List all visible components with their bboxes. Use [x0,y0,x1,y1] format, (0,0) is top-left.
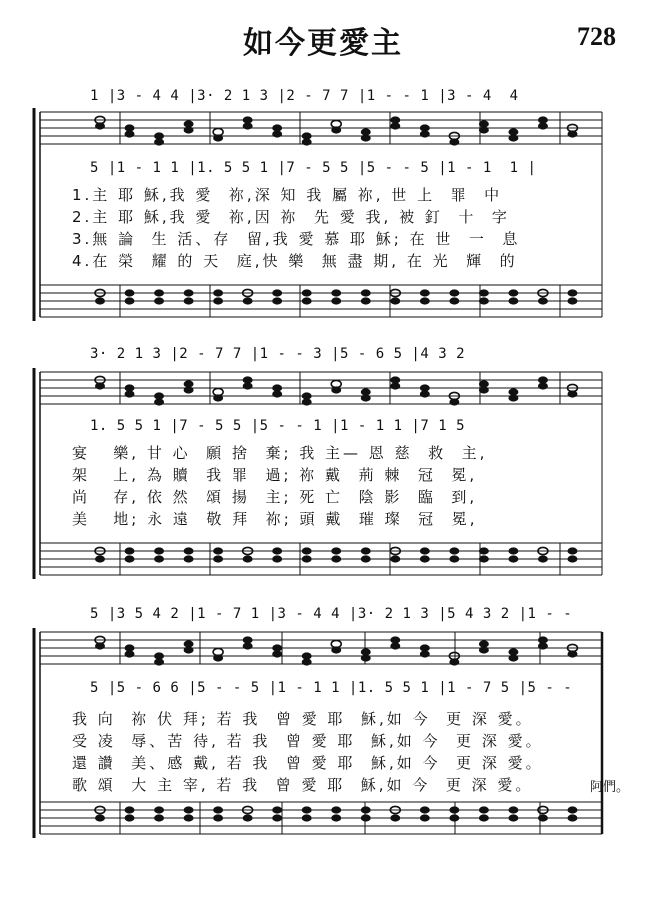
alto-note [538,382,548,389]
bass-note [390,814,400,821]
alto-note [567,650,577,657]
alto-note [361,394,371,401]
tenor-note [449,289,459,296]
bass-note [479,297,489,304]
tenor-note [184,289,194,296]
tenor-note [213,289,223,296]
alto-note [213,394,223,401]
bass-note [243,814,253,821]
alto-note [508,654,518,661]
system2-verse3: 尚 存, 依 然 頌 揚 主; 死 亡 陰 影 臨 到, [72,488,478,506]
system3-verse4: 歌 頌 大 主 宰, 若 我 曾 愛 耶 穌,如 今 更 深 愛。 [72,776,534,794]
bass-note [184,555,194,562]
alto-note [302,658,312,665]
tenor-note [125,806,135,813]
amen-text: 阿們。 [590,780,630,795]
alto-note [243,122,253,129]
tenor-note [567,806,577,813]
system1-verse1: 1.主 耶 穌,我 愛 祢,深 知 我 屬 祢, 世 上 罪 中 [72,186,503,204]
bass-note [390,555,400,562]
alto-note [184,386,194,393]
alto-note [243,382,253,389]
bass-note [331,297,341,304]
system2-verse2: 架 上, 為 贖 我 罪 過; 祢 戴 荊 棘 冠 冕, [72,466,478,484]
alto-note [361,134,371,141]
bass-note [213,555,223,562]
alto-note [302,398,312,405]
tenor-note [302,289,312,296]
alto-note [331,386,341,393]
alto-note [361,654,371,661]
tenor-note [361,806,371,813]
tenor-note [479,547,489,554]
bass-note [420,555,430,562]
bass-note [302,297,312,304]
alto-note [184,126,194,133]
tenor-note [449,547,459,554]
system3-verse1: 我 向 祢 伏 拜; 若 我 曾 愛 耶 穌,如 今 更 深 愛。 [72,710,534,728]
tenor-note [567,547,577,554]
alto-note [390,122,400,129]
bass-note [154,297,164,304]
alto-note [154,138,164,145]
bass-note [508,555,518,562]
alto-note [449,138,459,145]
tenor-note [420,806,430,813]
system1-bass-numbers: 5 |1 - 1 1 |1. 5 5 1 |7 - 5 5 |5 - - 5 |1 - 1 1 | [90,160,537,176]
alto-note [243,642,253,649]
tenor-note [479,806,489,813]
bass-note [272,297,282,304]
system1-verse3: 3.無 論 生 活、存 留,我 愛 慕 耶 穌; 在 世 一 息 [72,230,521,248]
alto-note [154,398,164,405]
tenor-note [184,547,194,554]
tenor-note [479,289,489,296]
tenor-note [272,289,282,296]
bass-note [272,814,282,821]
bass-note [331,555,341,562]
alto-note [567,390,577,397]
alto-note [272,650,282,657]
hymn-number: 728 [577,22,616,51]
alto-note [449,658,459,665]
system2-bass-numbers: 1. 5 5 1 |7 - 5 5 |5 - - 1 |1 - 1 1 |7 1 5 [90,418,466,434]
bass-note [479,555,489,562]
tenor-note [331,806,341,813]
alto-note [567,130,577,137]
tenor-note [213,806,223,813]
bass-note [420,814,430,821]
bass-note [243,297,253,304]
system2-soprano-numbers: 3· 2 1 3 |2 - 7 7 |1 - - 3 |5 - 6 5 |4 3 2 [90,346,466,362]
alto-note [272,130,282,137]
bass-note [302,814,312,821]
tenor-note [567,289,577,296]
bass-note [154,814,164,821]
alto-note [390,382,400,389]
tenor-note [361,547,371,554]
alto-note [479,126,489,133]
hymn-title: 如今更愛主 [243,26,403,61]
bass-note [508,297,518,304]
system3-soprano-numbers: 5 |3 5 4 2 |1 - 7 1 |3 - 4 4 |3· 2 1 3 |5 4 3 2 |1 - - [90,606,573,622]
system1-soprano-numbers: 1 |3 - 4 4 |3· 2 1 3 |2 - 7 7 |1 - - 1 |3 - 4 4 [90,88,519,104]
bass-note [302,555,312,562]
alto-note [420,650,430,657]
alto-note [331,126,341,133]
alto-note [213,654,223,661]
tenor-note [154,806,164,813]
tenor-note [361,289,371,296]
bass-note [125,297,135,304]
alto-note [538,122,548,129]
alto-note [125,390,135,397]
bass-note [567,814,577,821]
tenor-note [125,289,135,296]
tenor-note [272,547,282,554]
system3-verse3: 還 讚 美、感 戴, 若 我 曾 愛 耶 穌,如 今 更 深 愛。 [72,754,544,772]
bass-note [449,814,459,821]
system2-verse1: 宴 樂, 甘 心 願 捨 棄; 我 主— 恩 慈 救 主, [72,444,488,462]
system3-verse2: 受 凌 辱、苦 待, 若 我 曾 愛 耶 穌,如 今 更 深 愛。 [72,732,544,750]
alto-note [154,658,164,665]
bass-note [508,814,518,821]
bass-note [449,555,459,562]
alto-note [331,646,341,653]
tenor-note [125,547,135,554]
bass-note [538,555,548,562]
bass-note [538,814,548,821]
bass-note [479,814,489,821]
alto-note [479,646,489,653]
bass-note [567,297,577,304]
alto-note [95,122,105,129]
bass-note [361,297,371,304]
tenor-note [508,547,518,554]
tenor-note [508,289,518,296]
bass-note [184,297,194,304]
bass-note [95,814,105,821]
tenor-note [449,806,459,813]
system3-bass-numbers: 5 |5 - 6 6 |5 - - 5 |1 - 1 1 |1. 5 5 1 |1 - 7 5 |5 - - [90,680,573,696]
bass-note [125,555,135,562]
system1-verse4: 4.在 榮 耀 的 天 庭,快 樂 無 盡 期, 在 光 輝 的 [72,252,518,270]
alto-note [449,398,459,405]
tenor-note [184,806,194,813]
tenor-note [272,806,282,813]
alto-note [302,138,312,145]
alto-note [95,382,105,389]
alto-note [184,646,194,653]
alto-note [95,642,105,649]
alto-note [538,642,548,649]
tenor-note [154,289,164,296]
bass-note [95,555,105,562]
tenor-note [302,547,312,554]
alto-note [213,134,223,141]
alto-note [125,130,135,137]
bass-note [154,555,164,562]
bass-note [213,814,223,821]
system1-verse2: 2.主 耶 穌,我 愛 祢,因 祢 先 愛 我, 被 釘 十 字 [72,208,510,226]
bass-note [361,555,371,562]
alto-note [508,394,518,401]
tenor-note [331,289,341,296]
bass-note [95,297,105,304]
bass-note [390,297,400,304]
system2-verse4: 美 地; 永 遠 敬 拜 祢; 頭 戴 璀 璨 冠 冕, [72,510,478,528]
alto-note [508,134,518,141]
tenor-note [154,547,164,554]
bass-note [125,814,135,821]
tenor-note [302,806,312,813]
bass-note [243,555,253,562]
bass-note [538,297,548,304]
alto-note [420,390,430,397]
bass-note [567,555,577,562]
alto-note [479,386,489,393]
tenor-note [420,547,430,554]
tenor-note [213,547,223,554]
alto-note [420,130,430,137]
bass-note [331,814,341,821]
alto-note [272,390,282,397]
bass-note [213,297,223,304]
bass-note [272,555,282,562]
alto-note [390,642,400,649]
bass-note [420,297,430,304]
bass-note [184,814,194,821]
tenor-note [508,806,518,813]
alto-note [125,650,135,657]
tenor-note [331,547,341,554]
bass-note [361,814,371,821]
tenor-note [420,289,430,296]
bass-note [449,297,459,304]
